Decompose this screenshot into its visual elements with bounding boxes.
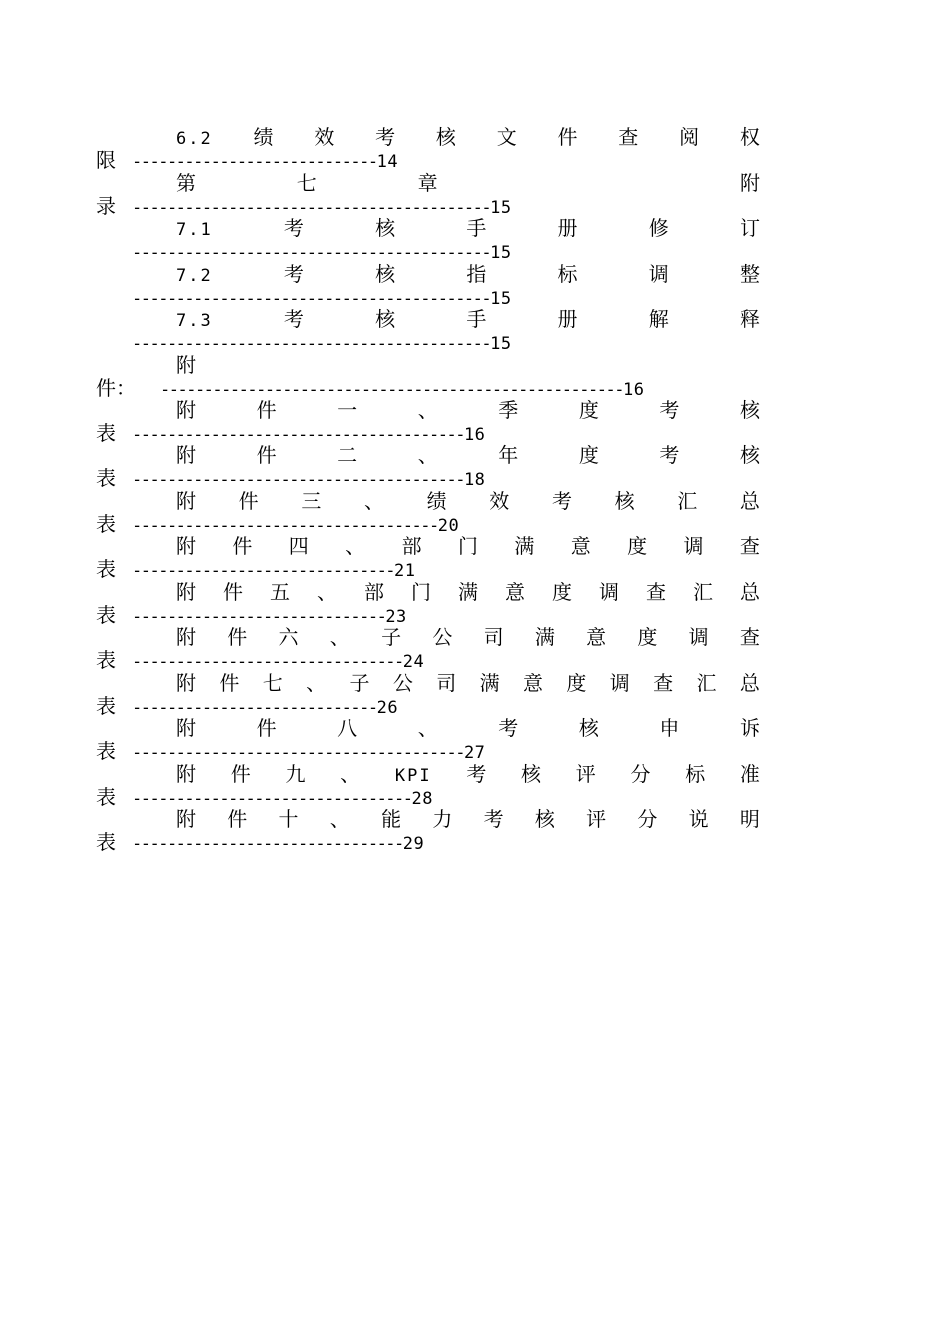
toc-page-number: 15 (490, 334, 512, 354)
toc-title-char: 考 (659, 443, 680, 467)
toc-title-char: 效 (489, 489, 510, 513)
toc-entry[interactable] (96, 489, 760, 535)
toc-entry-title (176, 307, 760, 331)
toc-title-char: 考 (466, 762, 487, 786)
toc-entry-leader-line (96, 194, 512, 218)
toc-leader-dashes: -------------------------------- (132, 789, 412, 809)
toc-entry[interactable] (96, 534, 760, 580)
toc-title-char: 附 (176, 807, 196, 831)
toc-title-char: 总 (740, 580, 760, 604)
toc-title-char: 指 (466, 262, 487, 286)
toc-title-char: 整 (739, 262, 760, 286)
toc-title-char: 四 (288, 534, 309, 558)
toc-entry-lead: 表 (96, 739, 116, 763)
toc-entry-lead: 表 (96, 830, 116, 854)
toc-entry-leader-line (96, 694, 398, 718)
toc-page-number: 27 (463, 743, 486, 763)
toc-title-char: 核 (375, 262, 396, 286)
toc-title-char: 手 (466, 216, 487, 240)
toc-title-char: 七 (262, 671, 283, 695)
toc-title-char: 度 (578, 443, 599, 467)
toc-title-char: 二 (337, 443, 358, 467)
toc-leader-dashes: ----------------------------- (132, 607, 386, 627)
toc-title-char: 九 (285, 762, 306, 786)
toc-title-char: 汇 (677, 489, 698, 513)
toc-title-char: 查 (739, 534, 760, 558)
toc-title-char: KPI (394, 766, 432, 786)
toc-title-char: 考 (483, 807, 504, 831)
toc-entry[interactable] (96, 125, 760, 171)
toc-title-char: 考 (283, 216, 304, 240)
toc-entry-leader-line (96, 557, 416, 581)
toc-title-char: 六 (278, 625, 299, 649)
toc-entry-title (176, 807, 760, 831)
toc-title-char: 附 (176, 762, 196, 786)
toc-leader-dashes: ----------------------------------------- (132, 243, 491, 263)
toc-entry-title (176, 398, 760, 422)
toc-title-char: 司 (436, 671, 457, 695)
toc-title-char: 附 (176, 580, 196, 604)
toc-entry-lead: 表 (96, 648, 116, 672)
toc-title-char: 附 (176, 353, 196, 377)
toc-title-char: 第 (176, 171, 196, 195)
toc-title-char: 标 (685, 762, 706, 786)
toc-title-char: 十 (278, 807, 299, 831)
toc-title-char: 册 (557, 216, 578, 240)
toc-entry-leader-line (96, 512, 459, 536)
toc-title-char: 门 (457, 534, 478, 558)
toc-title-char: 、 (417, 716, 438, 740)
toc-entry[interactable] (96, 807, 760, 853)
toc-entry-lead: 限 (96, 148, 116, 172)
toc-title-char: 公 (392, 671, 413, 695)
toc-title-char: 、 (329, 625, 350, 649)
toc-page-number: 23 (385, 607, 407, 627)
toc-title-char: 核 (739, 443, 760, 467)
toc-entry-title (176, 534, 760, 558)
toc-title-char: 调 (683, 534, 704, 558)
toc-title-char: 调 (599, 580, 619, 604)
toc-title-char: 满 (534, 625, 555, 649)
toc-page-number: 16 (463, 425, 486, 445)
toc-title-char: 意 (570, 534, 591, 558)
toc-entry-lead: 表 (96, 785, 116, 809)
toc-title-char: 子 (381, 625, 402, 649)
toc-entry[interactable] (96, 171, 760, 217)
toc-title-char: 明 (739, 807, 760, 831)
toc-entry[interactable] (96, 716, 760, 762)
toc-page-number: 15 (490, 198, 512, 218)
toc-title-char: 一 (337, 398, 358, 422)
toc-entry[interactable] (96, 216, 760, 262)
toc-title-char: 章 (417, 171, 438, 195)
toc-title-char: 诉 (739, 716, 760, 740)
toc-title-char: 核 (521, 762, 542, 786)
toc-title-char: 件 (557, 125, 578, 149)
toc-leader-dashes: ----------------------------------- (132, 516, 438, 536)
toc-title-char: 分 (637, 807, 658, 831)
toc-title-char: 分 (630, 762, 651, 786)
toc-leader-dashes: ----------------------------------------------------- (160, 380, 623, 400)
toc-title-char: 件 (238, 489, 259, 513)
toc-title-char: 、 (417, 398, 438, 422)
toc-title-char: 阅 (679, 125, 700, 149)
toc-title-char: 7.2 (176, 266, 213, 286)
toc-leader-dashes: ----------------------------------------- (132, 198, 491, 218)
toc-title-char: 度 (578, 398, 599, 422)
toc-entry-leader-line (96, 739, 485, 763)
toc-entry-lead: 表 (96, 603, 116, 627)
toc-title-char: 五 (270, 580, 290, 604)
toc-entry-lead: 表 (96, 466, 116, 490)
toc-title-char: 附 (176, 625, 196, 649)
toc-page-number: 16 (622, 380, 645, 400)
toc-page-number: 15 (490, 289, 512, 309)
toc-entry[interactable] (96, 262, 760, 308)
toc-title-char: 效 (314, 125, 335, 149)
toc-leader-dashes: ------------------------------ (132, 561, 395, 581)
toc-title-char: 意 (586, 625, 607, 649)
toc-title-char: 、 (345, 534, 366, 558)
toc-title-char: 总 (739, 671, 760, 695)
toc-leader-dashes: ----------------------------------------- (132, 334, 491, 354)
toc-title-char: 手 (466, 307, 487, 331)
toc-entry[interactable] (96, 580, 760, 626)
toc-title-char: 、 (340, 762, 361, 786)
toc-title-char: 总 (739, 489, 760, 513)
toc-title-char: 考 (375, 125, 396, 149)
toc-title-char: 件 (227, 807, 248, 831)
toc-title-char: 、 (363, 489, 384, 513)
toc-entry-leader-line (96, 466, 485, 490)
toc-entry-title (176, 443, 760, 467)
toc-entry-title (176, 671, 760, 695)
toc-entry[interactable] (96, 625, 760, 671)
toc-title-char: 考 (498, 716, 519, 740)
toc-title-char: 满 (458, 580, 478, 604)
toc-title-char: 调 (648, 262, 669, 286)
toc-entry-lead: 表 (96, 694, 116, 718)
toc-title-char: 附 (739, 171, 760, 195)
toc-entry[interactable] (96, 671, 760, 717)
toc-entry-leader-line (96, 330, 512, 354)
toc-page-number: 14 (376, 152, 399, 172)
toc-title-char: 7.1 (176, 220, 213, 240)
toc-title-char: 标 (557, 262, 578, 286)
toc-entry-lead: 表 (96, 557, 116, 581)
toc-title-char: 力 (432, 807, 453, 831)
toc-title-char: 订 (739, 216, 760, 240)
toc-title-char: 考 (283, 262, 304, 286)
toc-title-char: 文 (496, 125, 517, 149)
toc-title-char: 修 (648, 216, 669, 240)
toc-title-char: 公 (432, 625, 453, 649)
toc-entry-lead: 件： (96, 376, 136, 400)
toc-title-char: 查 (739, 625, 760, 649)
toc-title-char: 查 (618, 125, 639, 149)
toc-title-char: 核 (739, 398, 760, 422)
toc-entry-leader-line (96, 785, 433, 809)
toc-title-char: 6.2 (176, 129, 213, 149)
toc-title-char: 查 (646, 580, 666, 604)
toc-entry-leader-line (96, 603, 407, 627)
toc-entry-lead: 录 (96, 194, 116, 218)
toc-title-char: 汇 (696, 671, 717, 695)
toc-leader-dashes: ------------------------------- (132, 834, 403, 854)
toc-title-char: 绩 (253, 125, 274, 149)
toc-title-char: 准 (739, 762, 760, 786)
toc-entry-title (176, 716, 760, 740)
toc-entry-title (176, 216, 760, 240)
toc-title-char: 件 (230, 762, 251, 786)
toc-title-char: 附 (176, 716, 196, 740)
toc-title-char: 、 (306, 671, 327, 695)
toc-title-char: 度 (627, 534, 648, 558)
toc-title-char: 调 (688, 625, 709, 649)
toc-title-char: 意 (505, 580, 525, 604)
toc-page-number: 15 (490, 243, 512, 263)
toc-entry-leader-line (96, 285, 512, 309)
toc-entry[interactable] (96, 398, 760, 444)
toc-title-char: 子 (349, 671, 370, 695)
toc-page-number: 20 (437, 516, 460, 536)
toc-page-number: 24 (402, 652, 425, 672)
toc-entry-title (176, 489, 760, 513)
toc-title-char: 件 (223, 580, 243, 604)
toc-title-char: 度 (566, 671, 587, 695)
toc-title-char: 调 (609, 671, 630, 695)
toc-title-char: 年 (498, 443, 519, 467)
toc-title-char: 附 (176, 534, 196, 558)
toc-title-char: 申 (659, 716, 680, 740)
toc-leader-dashes: -------------------------------------- (132, 743, 464, 763)
toc-leader-dashes: -------------------------------------- (132, 470, 464, 490)
toc-entry-title (176, 580, 760, 604)
toc-page-number: 26 (376, 698, 399, 718)
toc-title-char: 附 (176, 489, 196, 513)
toc-title-char: 七 (296, 171, 317, 195)
toc-entry-title (176, 125, 760, 149)
toc-title-char: 件 (219, 671, 240, 695)
toc-entry-leader-line (96, 376, 644, 400)
toc-title-char: 核 (578, 716, 599, 740)
toc-entry[interactable] (96, 353, 760, 399)
toc-entry-lead: 表 (96, 421, 116, 445)
toc-entry-leader-line (96, 830, 424, 854)
toc-title-char: 附 (176, 671, 196, 695)
toc-title-char: 门 (411, 580, 431, 604)
toc-title-char: 查 (653, 671, 674, 695)
toc-entry-leader-line (96, 421, 485, 445)
toc-title-char: 司 (483, 625, 504, 649)
toc-title-char: 八 (337, 716, 358, 740)
toc-entry-title (176, 262, 760, 286)
toc-title-char: 核 (534, 807, 555, 831)
toc-title-char: 考 (659, 398, 680, 422)
toc-title-char: 解 (648, 307, 669, 331)
toc-title-char: 满 (514, 534, 535, 558)
toc-title-char: 说 (688, 807, 709, 831)
toc-title-char: 意 (523, 671, 543, 695)
toc-title-char: 度 (637, 625, 658, 649)
toc-title-char: 件 (256, 443, 277, 467)
toc-page-number: 18 (463, 470, 486, 490)
toc-title-char: 绩 (426, 489, 447, 513)
toc-title-char: 释 (739, 307, 760, 331)
toc-entry-title (176, 762, 760, 786)
toc-entry-title (176, 353, 760, 377)
toc-title-char: 7.3 (176, 311, 213, 331)
toc-entry-leader-line (96, 148, 398, 172)
toc-page-number: 28 (411, 789, 433, 809)
toc-title-char: 季 (498, 398, 519, 422)
toc-title-char: 、 (417, 443, 438, 467)
toc-title-char: 册 (557, 307, 578, 331)
toc-entry-leader-line (96, 648, 424, 672)
toc-entry[interactable] (96, 762, 760, 808)
toc-entry-title (176, 625, 760, 649)
toc-leader-dashes: ----------------------------------------- (132, 289, 491, 309)
toc-title-char: 评 (575, 762, 596, 786)
toc-title-char: 核 (614, 489, 635, 513)
toc-title-char: 核 (375, 307, 396, 331)
toc-page-number: 21 (394, 561, 416, 581)
toc-title-char: 度 (552, 580, 572, 604)
toc-title-char: 件 (227, 625, 248, 649)
toc-title-char: 满 (479, 671, 500, 695)
toc-entry[interactable] (96, 307, 760, 353)
toc-title-char: 附 (176, 398, 196, 422)
toc-title-char: 件 (232, 534, 253, 558)
toc-page-number: 29 (402, 834, 425, 854)
toc-entry-title (176, 171, 760, 195)
toc-title-char: 、 (329, 807, 350, 831)
toc-leader-dashes: -------------------------------------- (132, 425, 464, 445)
toc-title-char: 附 (176, 443, 196, 467)
toc-title-char: 、 (317, 580, 337, 604)
toc-title-char: 件 (256, 716, 277, 740)
toc-leader-dashes: ------------------------------- (132, 652, 403, 672)
toc-title-char: 件 (256, 398, 277, 422)
toc-title-char: 权 (739, 125, 760, 149)
toc-title-char: 三 (301, 489, 322, 513)
toc-entry[interactable] (96, 443, 760, 489)
toc-title-char: 考 (551, 489, 572, 513)
toc-leader-dashes: ---------------------------- (132, 152, 377, 172)
toc-entry-lead: 表 (96, 512, 116, 536)
toc-title-char: 部 (364, 580, 384, 604)
toc-title-char: 考 (283, 307, 304, 331)
toc-entry-leader-line (96, 239, 512, 263)
toc-title-char: 评 (586, 807, 607, 831)
toc-title-char: 能 (381, 807, 402, 831)
toc-title-char: 核 (435, 125, 456, 149)
toc-title-char: 汇 (693, 580, 713, 604)
toc-title-char: 核 (375, 216, 396, 240)
toc-title-char: 部 (401, 534, 422, 558)
toc-leader-dashes: ---------------------------- (132, 698, 377, 718)
